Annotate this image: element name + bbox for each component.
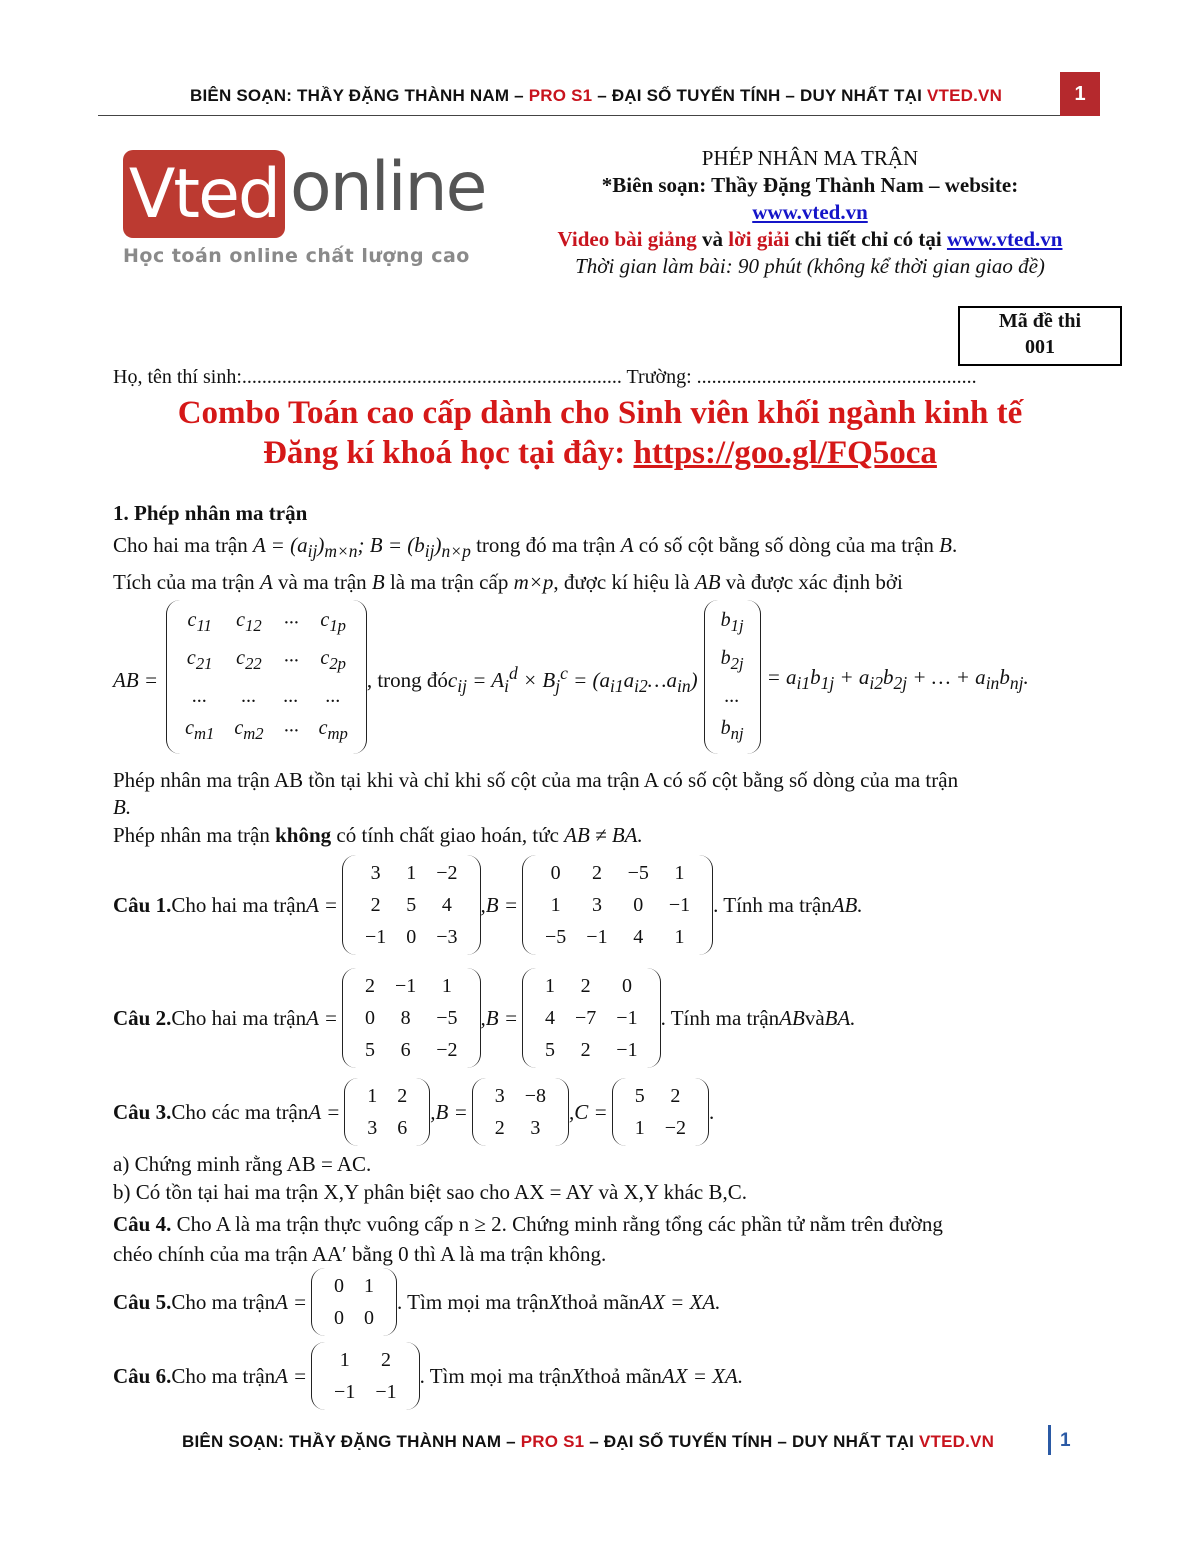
q6-tail4: AX = XA. <box>661 1363 744 1388</box>
matrix-cell: 2 <box>364 975 375 997</box>
intro-aij: $(a_{ij})_{m\times n}$; <box>290 533 370 562</box>
footer-bar <box>1048 1425 1051 1455</box>
q3-matrix-C <box>612 1078 709 1146</box>
intro-A: A = <box>252 533 285 557</box>
q3-matrix-A <box>344 1078 430 1146</box>
website-link[interactable]: www.vted.vn <box>752 200 868 224</box>
matrix-cell: 0 <box>334 1275 345 1297</box>
q3-text: Cho các ma trận <box>171 1099 309 1124</box>
header-rule <box>98 115 1060 116</box>
matrix-row <box>355 1034 468 1066</box>
matrix-row <box>355 1002 468 1034</box>
q6-tail: . Tìm mọi ma trận <box>419 1363 572 1388</box>
matrix-row <box>324 1270 384 1302</box>
matrix-cell: 0 <box>621 975 632 997</box>
page-header <box>190 86 1002 106</box>
matrix-cell: −2 <box>664 1117 687 1139</box>
matrix-row <box>485 1112 556 1144</box>
matrix-row <box>711 642 754 680</box>
q3-matrix-B <box>472 1078 569 1146</box>
matrix-row <box>535 1034 648 1066</box>
q2-tail: . Tính ma trận <box>660 1005 780 1030</box>
matrix-cell: −2 <box>436 862 458 884</box>
video-link[interactable]: www.vted.vn <box>946 227 1063 251</box>
matrix-cell: $b_{2j}$ <box>720 647 744 673</box>
matrix-cell: $c_{m2}$ <box>234 717 264 743</box>
matrix-cell: −1 <box>375 1381 397 1403</box>
matrix-row <box>535 857 700 889</box>
q5-matrix-A <box>311 1268 397 1336</box>
matrix-cell: −8 <box>524 1085 547 1107</box>
matrix-row <box>535 921 700 953</box>
intro-A2: A <box>620 533 634 557</box>
q6-text: Cho ma trận <box>171 1363 276 1388</box>
matrix-row <box>175 604 358 642</box>
header-text-4: VTED.VN <box>926 86 1003 105</box>
matrix-cell: −1 <box>616 1039 638 1061</box>
matrix-cell: 2 <box>580 1039 591 1061</box>
matrix-cell: 4 <box>545 1007 556 1029</box>
matrix-cell: −5 <box>436 1007 458 1029</box>
matrix-cell: −1 <box>394 975 417 997</box>
matrix-cell: 2 <box>397 1085 408 1107</box>
doc-author: *Biên soạn: Thầy Đặng Thành Nam – website: <box>601 173 1019 197</box>
question-4 <box>113 1209 943 1269</box>
header-text-1: BIÊN SOẠN: THẦY ĐẶNG THÀNH NAM – <box>190 86 529 105</box>
q2-Aeq: A = <box>306 1005 338 1030</box>
combo-prefix: Đăng kí khoá học tại đây: <box>263 435 634 471</box>
matrix-row <box>355 857 468 889</box>
matrix-cell: −5 <box>627 862 649 884</box>
q5-label: Câu 5. <box>113 1289 172 1314</box>
matrix-Bj <box>704 600 761 760</box>
video-text-d: chi tiết chỉ có tại <box>789 227 947 251</box>
exists-block <box>113 767 958 821</box>
footer-text-1: BIÊN SOẠN: THẦY ĐẶNG THÀNH NAM – <box>182 1432 521 1451</box>
q4-line2: chéo chính của ma trận AA′ bằng 0 thì A là ma trận không. <box>113 1242 607 1266</box>
intro-B: B = (b <box>369 533 425 557</box>
matrix-cell: ··· <box>283 650 299 672</box>
q2-tail4: BA. <box>824 1005 856 1030</box>
matrix-cell: 6 <box>400 1039 411 1061</box>
footer-page-number: 1 <box>1060 1430 1071 1451</box>
q3-label: Câu 3. <box>113 1099 172 1124</box>
matrix-row <box>355 921 468 953</box>
matrix-cell: 2 <box>494 1117 505 1139</box>
matrix-cell: −2 <box>436 1039 458 1061</box>
q1-Beq: ,B = <box>480 892 519 917</box>
q6-tail3: thoả mãn <box>584 1363 662 1388</box>
q1-matrix-A <box>342 855 481 955</box>
matrix-cell: $c_{22}$ <box>236 647 262 673</box>
combo-link[interactable]: https://goo.gl/FQ5oca <box>633 435 937 471</box>
q3-part-a: a) Chứng minh rằng AB = AC. <box>113 1152 372 1176</box>
matrix-cell: $c_{1p}$ <box>320 609 346 635</box>
question-1 <box>113 855 863 955</box>
matrix-row <box>357 1080 417 1112</box>
q6-Aeq: A = <box>275 1363 308 1388</box>
matrix-cell: 1 <box>367 1085 378 1107</box>
matrix-Bj-table <box>711 604 754 750</box>
matrix-cell: 2 <box>591 862 602 884</box>
matrix-cell: ... <box>192 685 208 707</box>
matrix-cell: −5 <box>545 926 567 948</box>
matrix-cell: 3 <box>370 862 381 884</box>
product-line <box>113 570 903 595</box>
matrix-cell: 5 <box>634 1085 645 1107</box>
formula-rhs: = $a_{i1}b_{1j} + a_{i2}b_{2j}$ + … + $a_{in}b_{nj}$. <box>766 665 1029 694</box>
product-mxp: m×p <box>513 570 554 594</box>
noncomm-c: có tính chất giao hoán, tức <box>331 823 565 847</box>
matrix-cell: −1 <box>586 926 608 948</box>
matrix-row <box>711 604 754 642</box>
section-heading: 1. Phép nhân ma trận <box>113 501 308 525</box>
matrix-cell: 2 <box>370 894 381 916</box>
matrix-cell: $c_{mp}$ <box>318 717 348 743</box>
matrix-cell: $c_{12}$ <box>236 609 262 635</box>
matrix-cell: 1 <box>550 894 561 916</box>
matrix-row <box>711 680 754 712</box>
matrix-row <box>535 889 700 921</box>
matrix-cell: −7 <box>575 1007 597 1029</box>
formula-cij: $c_{ij} = A_i^d \times B_j^c$ = $(a_{i1}a_{i2}\dots a_{in})$ <box>447 662 698 697</box>
matrix-cell: 1 <box>441 975 452 997</box>
matrix-cell: 4 <box>441 894 452 916</box>
matrix-cell: ... <box>241 685 257 707</box>
page-footer <box>182 1432 994 1452</box>
matrix-row <box>355 970 468 1002</box>
matrix-cell: 5 <box>545 1039 556 1061</box>
footer-text-3: – ĐẠI SỐ TUYẾN TÍNH – DUY NHẤT TẠI <box>584 1432 919 1451</box>
q1-matrix-B <box>522 855 713 955</box>
question-5 <box>113 1270 721 1334</box>
q1-label: Câu 1. <box>113 892 172 917</box>
matrix-cell: 2 <box>580 975 591 997</box>
intro-line: Cho hai ma trận $A = (a_{ij})_{m\times n}$; $B = (b_{ij})_{n\times p}$ trong đó ma trận A có số cột bằng số dòng của ma trận B. <box>113 533 958 562</box>
question-6 <box>113 1344 743 1408</box>
header-text-2: PRO S1 <box>528 86 593 105</box>
matrix-cell: 2 <box>380 1349 391 1371</box>
intro-text-b: trong đó ma trận <box>470 533 621 557</box>
matrix-cell: $c_{2p}$ <box>320 647 346 673</box>
matrix-row <box>324 1302 384 1334</box>
intro-B2: B <box>939 533 952 557</box>
q1-Aeq: A = <box>306 892 338 917</box>
matrix-cell: 1 <box>339 1349 350 1371</box>
q6-label: Câu 6. <box>113 1363 172 1388</box>
product-text-a: Tích của ma trận <box>113 570 260 594</box>
matrix-cell: 1 <box>545 975 556 997</box>
q4-label: Câu 4. <box>113 1212 172 1236</box>
matrix-cell: −1 <box>364 926 387 948</box>
formula-lhs: AB = <box>113 667 159 692</box>
matrix-C <box>166 600 367 760</box>
matrix-row <box>175 712 358 750</box>
matrix-row <box>625 1080 696 1112</box>
product-B: B <box>371 570 385 594</box>
matrix-row <box>535 970 648 1002</box>
q3-Aeq: A = <box>308 1099 341 1124</box>
combo-line-1: Combo Toán cao cấp dành cho Sinh viên khối ngành kinh tế <box>177 395 1023 431</box>
matrix-cell: ··· <box>283 612 299 634</box>
matrix-cell: 8 <box>400 1007 411 1029</box>
header-text-3: – ĐẠI SỐ TUYẾN TÍNH – DUY NHẤT TẠI <box>592 86 927 105</box>
matrix-cell: $c_{11}$ <box>187 609 212 635</box>
matrix-row <box>324 1376 407 1408</box>
time-limit: Thời gian làm bài: 90 phút (không kể thời gian giao đề) <box>575 254 1045 278</box>
q2-text: Cho hai ma trận <box>171 1005 307 1030</box>
intro-text-c: có số cột bằng số dòng của ma trận <box>633 533 940 557</box>
title-block <box>520 145 1100 280</box>
matrix-cell: 5 <box>406 894 417 916</box>
footer-text-2: PRO S1 <box>520 1432 585 1451</box>
q2-label: Câu 2. <box>113 1005 172 1030</box>
q2-tail3: và <box>804 1005 825 1030</box>
question-2 <box>113 968 856 1068</box>
matrix-row <box>535 1002 648 1034</box>
product-text-c: là ma trận cấp <box>384 570 514 594</box>
matrix-cell: 1 <box>674 862 685 884</box>
matrix-cell: 2 <box>670 1085 681 1107</box>
exists-line-1: Phép nhân ma trận AB tồn tại khi và chỉ khi số cột của ma trận A có số cột bằng số dòng của ma trận <box>113 768 959 792</box>
logo-word: online <box>290 148 486 227</box>
q5-text: Cho ma trận <box>171 1289 276 1314</box>
matrix-C-table <box>175 604 358 750</box>
matrix-cell: 1 <box>364 1275 375 1297</box>
matrix-row <box>625 1112 696 1144</box>
matrix-cell: $c_{21}$ <box>186 647 213 673</box>
matrix-cell: 6 <box>397 1117 408 1139</box>
matrix-cell: $c_{m1}$ <box>185 717 215 743</box>
matrix-cell: 1 <box>406 862 417 884</box>
matrix-cell: 5 <box>364 1039 375 1061</box>
footer-text-4: VTED.VN <box>918 1432 995 1451</box>
matrix-cell: −1 <box>668 894 691 916</box>
intro-bij: $_{ij})_{n\times p}$ <box>424 533 471 562</box>
matrix-row <box>175 642 358 680</box>
q5-tail: . Tìm mọi ma trận <box>397 1289 549 1314</box>
q5-tail4: AX = XA. <box>639 1289 721 1314</box>
video-line <box>520 226 1100 253</box>
matrix-row <box>485 1080 556 1112</box>
q6-matrix-A <box>311 1342 420 1410</box>
exam-code-label: Mã đề thi <box>998 310 1082 332</box>
matrix-cell: ··· <box>283 720 299 742</box>
exam-code-box <box>958 306 1122 366</box>
q1-text: Cho hai ma trận <box>171 892 307 917</box>
video-text-b: và <box>696 227 729 251</box>
noncomm-line <box>113 823 643 848</box>
q2-matrix-A <box>342 968 481 1068</box>
product-text-e: và được xác định bởi <box>720 570 903 594</box>
matrix-row <box>324 1344 407 1376</box>
logo-tagline: Học toán online chất lượng cao <box>123 245 470 267</box>
q2-tail2: AB <box>779 1005 805 1030</box>
matrix-cell: −1 <box>334 1381 356 1403</box>
q3-part-b: b) Có tồn tại hai ma trận X,Y phân biệt sao cho AX = AY và X,Y khác B,C. <box>113 1180 747 1204</box>
matrix-row <box>711 712 754 750</box>
noncomm-b: không <box>275 823 332 847</box>
q1-tail: . Tính ma trận <box>713 892 832 917</box>
exists-line-2: B. <box>113 795 132 819</box>
exam-code-value: 001 <box>1025 336 1055 358</box>
combo-line-2 <box>100 435 1100 472</box>
q6-tail2: X <box>571 1363 585 1388</box>
video-text-c: lời giải <box>728 227 790 251</box>
matrix-cell: 1 <box>674 926 685 948</box>
product-A: A <box>259 570 273 594</box>
matrix-cell: 0 <box>364 1007 375 1029</box>
student-info-line: Họ, tên thí sinh:............................................................................ Trường: ........................................................ <box>113 366 977 388</box>
product-text-b: và ma trận <box>272 570 372 594</box>
formula-where: , trong đó <box>366 667 448 692</box>
intro-text-a: Cho hai ma trận <box>113 533 253 557</box>
q5-Aeq: A = <box>275 1289 308 1314</box>
noncomm-a: Phép nhân ma trận <box>113 823 276 847</box>
matrix-cell: 3 <box>494 1085 505 1107</box>
video-text-a: Video bài giảng <box>557 227 697 251</box>
matrix-cell: 0 <box>633 894 644 916</box>
product-text-d: , được kí hiệu là <box>553 570 695 594</box>
matrix-cell: 0 <box>406 926 417 948</box>
q2-Beq: ,B = <box>480 1005 519 1030</box>
matrix-cell: $b_{1j}$ <box>720 609 744 635</box>
matrix-cell: ... <box>724 685 740 707</box>
matrix-cell: −1 <box>616 1007 638 1029</box>
noncomm-math: AB ≠ BA. <box>564 823 643 847</box>
question-3 <box>113 1080 714 1144</box>
q5-tail3: thoả mãn <box>561 1289 640 1314</box>
q3-Beq: ,B = <box>430 1099 468 1124</box>
matrix-row <box>175 680 358 712</box>
q2-matrix-B <box>522 968 661 1068</box>
matrix-cell: 3 <box>367 1117 378 1139</box>
matrix-cell: ... <box>325 685 341 707</box>
matrix-row <box>357 1112 417 1144</box>
product-AB: AB <box>694 570 721 594</box>
q4-line1: Cho A là ma trận thực vuông cấp n ≥ 2. Chứng minh rằng tổng các phần tử nằm trên đường <box>171 1212 943 1236</box>
matrix-cell: 3 <box>591 894 602 916</box>
q5-tail2: X <box>548 1289 562 1314</box>
matrix-cell: $b_{nj}$ <box>720 717 744 743</box>
q1-tail2: AB. <box>831 892 863 917</box>
matrix-cell: 3 <box>530 1117 541 1139</box>
matrix-cell: 0 <box>334 1307 345 1329</box>
q3-Ceq: ,C = <box>569 1099 608 1124</box>
header-page-number: 1 <box>1060 72 1100 116</box>
matrix-cell: ... <box>283 685 299 707</box>
matrix-cell: 1 <box>634 1117 645 1139</box>
doc-title: PHÉP NHÂN MA TRẬN <box>701 146 919 170</box>
matrix-cell: −3 <box>436 926 458 948</box>
q3-end: . <box>709 1099 715 1124</box>
matrix-cell: 4 <box>633 926 644 948</box>
formula-block <box>113 600 1029 760</box>
matrix-cell: 0 <box>364 1307 375 1329</box>
logo-box: Vted <box>123 150 285 238</box>
matrix-row <box>355 889 468 921</box>
matrix-cell: 0 <box>550 862 561 884</box>
